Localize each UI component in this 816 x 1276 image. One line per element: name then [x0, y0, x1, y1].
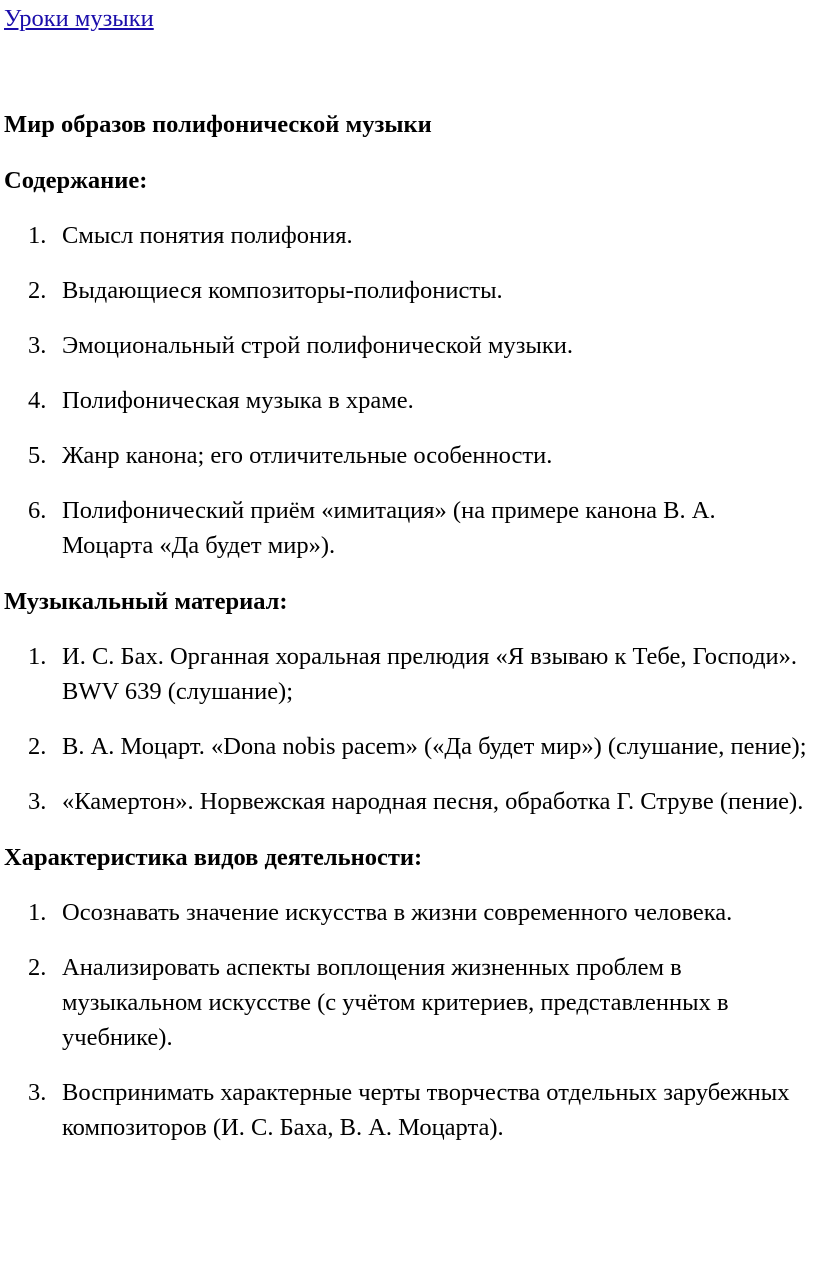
list-item-text: Выдающиеся композиторы-полифонисты. [62, 277, 503, 304]
list-item-number: 2. [28, 733, 47, 760]
list-item [4, 383, 812, 418]
list-item [4, 273, 812, 308]
list-item [4, 493, 812, 563]
list-item-text: И. С. Бах. Органная хоральная прелюдия «Я взываю к Тебе, Господи». BWV 639 (слушание); [62, 643, 798, 705]
list-item-number: 3. [28, 332, 47, 359]
section-heading-content: Содержание: [4, 167, 148, 194]
list-item [4, 438, 812, 473]
list-item [4, 729, 812, 764]
list-item-text: Жанр канона; его отличительные особенности. [62, 442, 553, 469]
list-item-number: 2. [28, 277, 47, 304]
section-heading-material: Музыкальный материал: [4, 588, 288, 615]
list-item [4, 639, 812, 709]
list-item [4, 328, 812, 363]
list-item-text: Осознавать значение искусства в жизни современного человека. [62, 899, 733, 926]
list-item [4, 950, 812, 1055]
list-item [4, 218, 812, 253]
list-item [4, 895, 812, 930]
activities-list [4, 895, 812, 1145]
list-item-number: 3. [28, 1079, 47, 1106]
list-item-number: 1. [28, 899, 47, 926]
list-item-text: Воспринимать характерные черты творчества отдельных зарубежных композиторов (И. С. Баха, В. А. Моцарта). [62, 1079, 790, 1141]
list-item-text: Анализировать аспекты воплощения жизненных проблем в музыкальном искусстве (с учётом критериев, представленных в учебнике). [62, 954, 729, 1051]
list-item-text: «Камертон». Норвежская народная песня, обработка Г. Струве (пение). [62, 788, 804, 815]
list-item-text: Смысл понятия полифония. [62, 222, 353, 249]
list-item-number: 2. [28, 954, 47, 981]
list-item-number: 6. [28, 497, 47, 524]
list-item [4, 1075, 812, 1145]
list-item-text: Полифоническая музыка в храме. [62, 387, 414, 414]
list-item-number: 1. [28, 643, 47, 670]
list-item-number: 4. [28, 387, 47, 414]
section-heading-activities: Характеристика видов деятельности: [4, 844, 423, 871]
list-item-text: Эмоциональный строй полифонической музыки. [62, 332, 574, 359]
page-title: Мир образов полифонической музыки [4, 111, 432, 138]
list-item-number: 1. [28, 222, 47, 249]
list-item-text: Полифонический приём «имитация» (на примере канона В. А. Моцарта «Да будет мир»). [62, 497, 716, 559]
list-item-number: 5. [28, 442, 47, 469]
list-item [4, 784, 812, 819]
list-item-text: В. А. Моцарт. «Dona nobis pacem» («Да будет мир») (слушание, пение); [62, 733, 807, 760]
lessons-link[interactable]: Уроки музыки [4, 5, 154, 32]
material-list [4, 639, 812, 819]
content-list [4, 218, 812, 563]
list-item-number: 3. [28, 788, 47, 815]
